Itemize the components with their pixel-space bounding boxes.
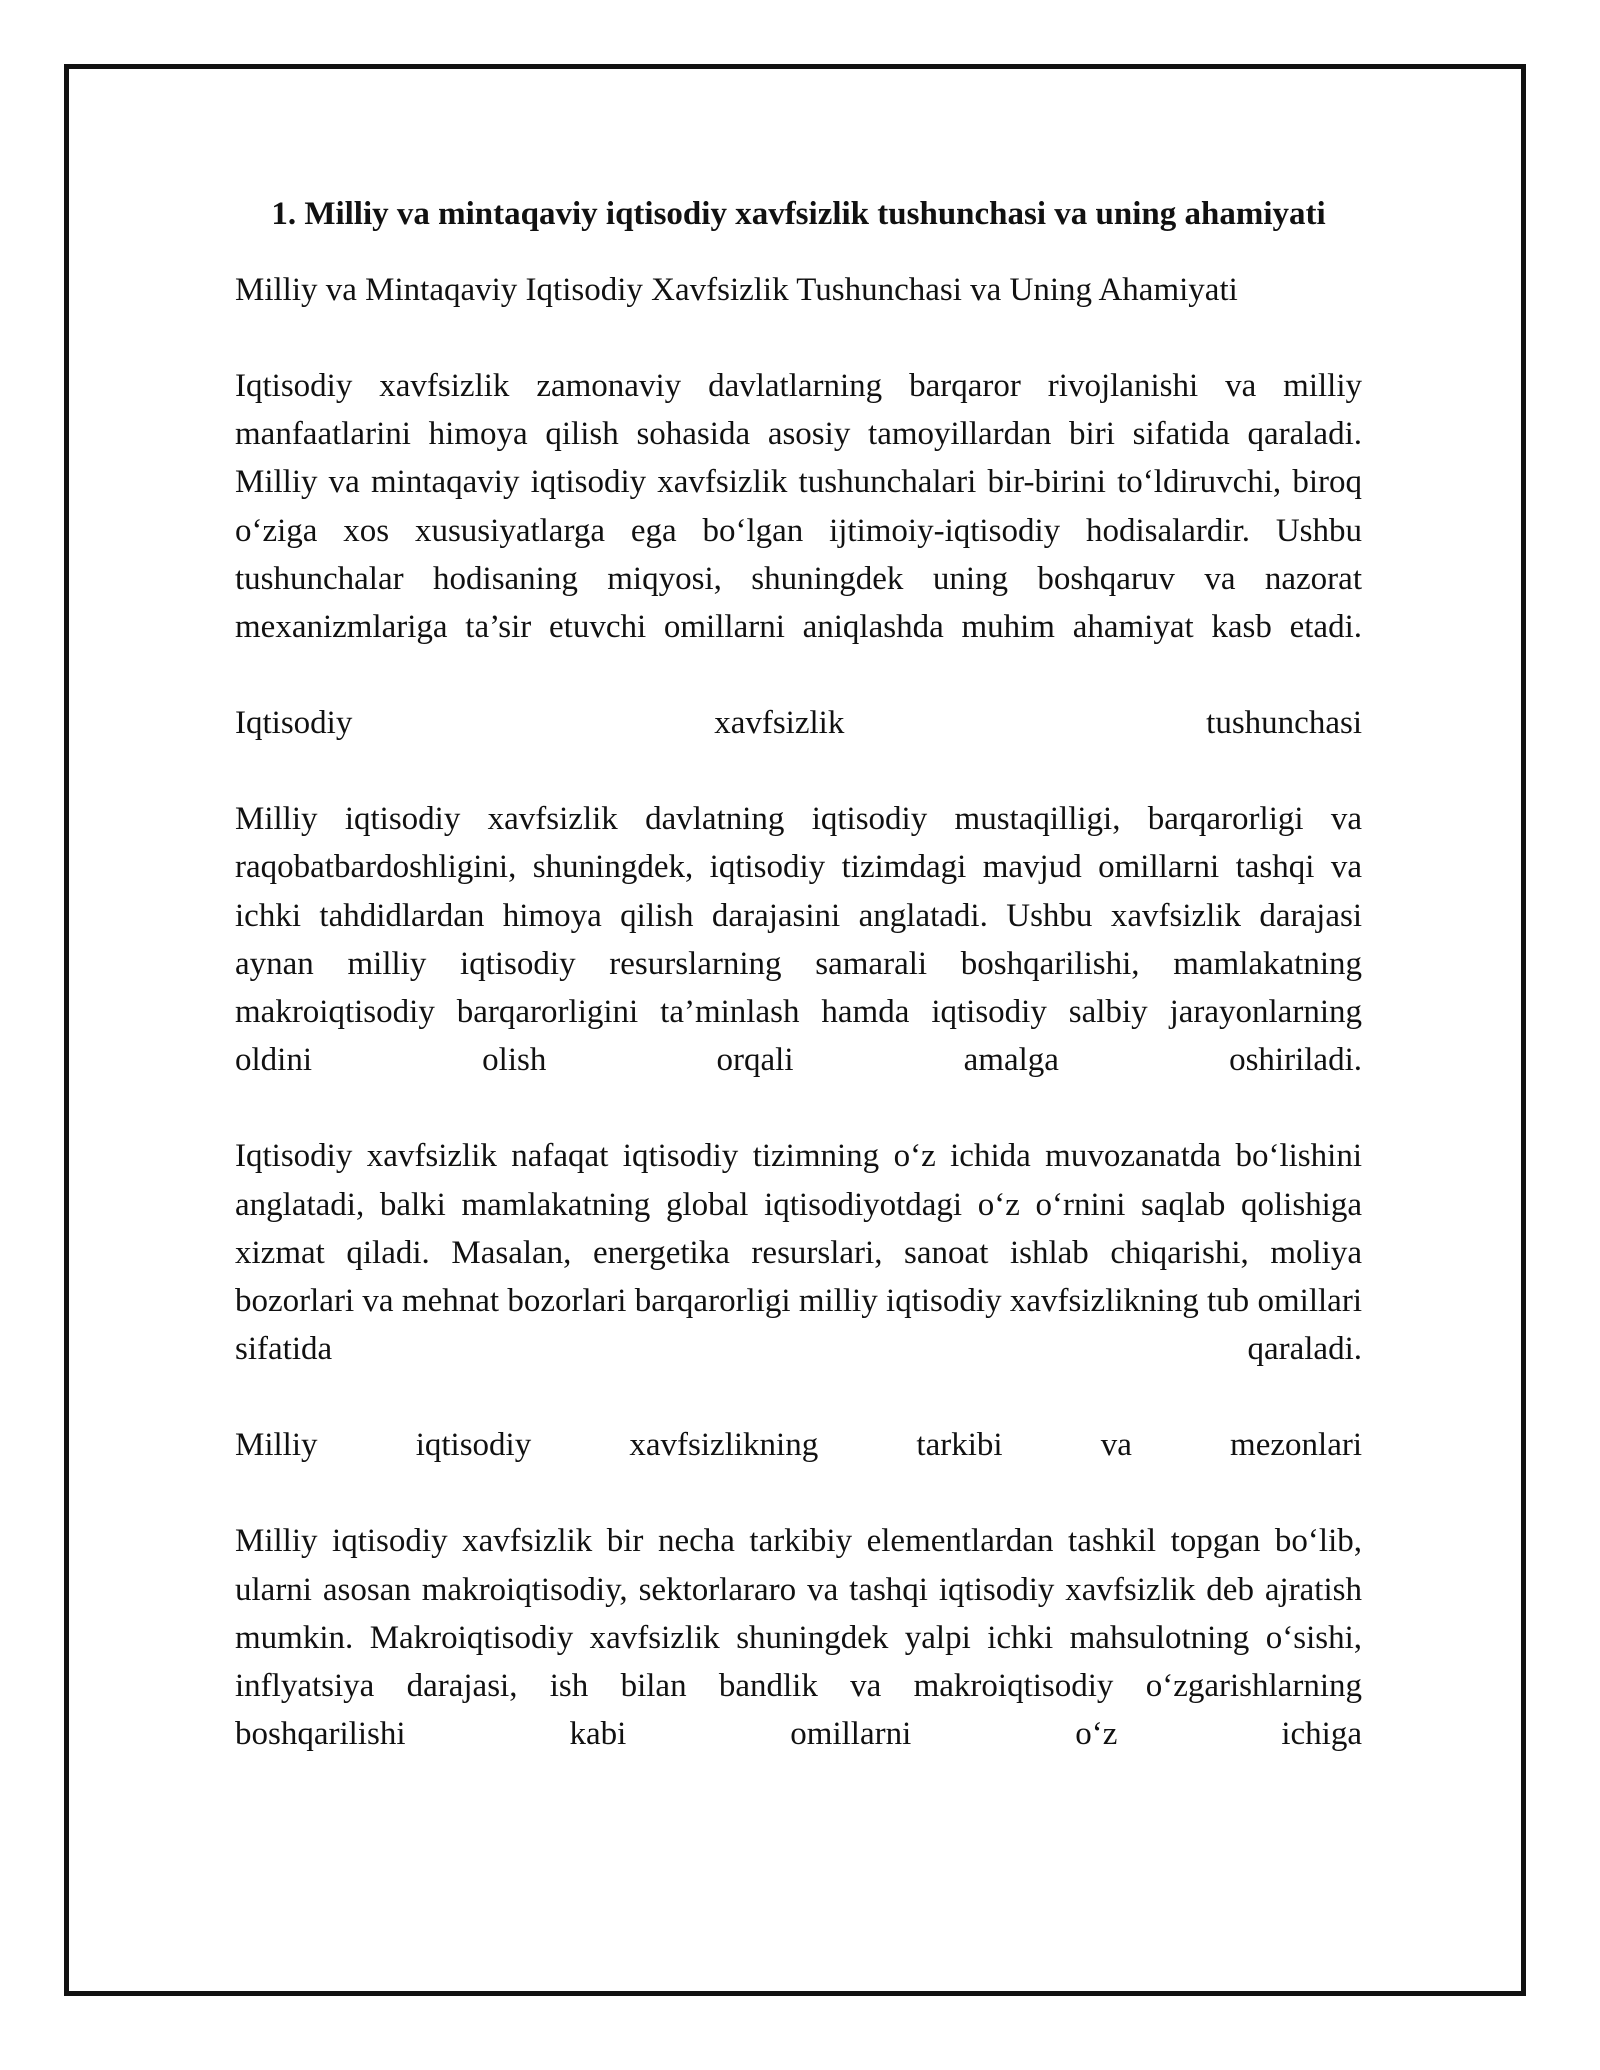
section-heading-concept: Iqtisodiy xavfsizlik tushunchasi: [235, 705, 1362, 742]
section-heading-structure: Milliy iqtisodiy xavfsizlikning tarkibi va mezonlari: [235, 1427, 1362, 1464]
paragraph-intro: Iqtisodiy xavfsizlik zamonaviy davlatlarning barqaror rivojlanishi va milliy manfaatlarini himoya qilish sohasida asosiy tamoyillardan biri sifatida qaraladi. Milliy va mintaqaviy iqtisodiy xavfsizlik tushunchalari bir-birini to‘ldiruvchi, biroq o‘ziga xos xususiyatlarga ega bo‘lgan ijtimoiy-iqtisodiy hodisalardir. Ushbu tushunchalar hodisaning miqyosi, shuningdek uning boshqaruv va nazorat mexanizmlariga ta’sir etuvchi omillarni aniqlashda muhim ahamiyat kasb etadi.: [235, 368, 1362, 646]
paragraph-national-security: Milliy iqtisodiy xavfsizlik davlatning iqtisodiy mustaqilligi, barqarorligi va raqobatbardoshligini, shuningdek, iqtisodiy tizimdagi mavjud omillarni tashqi va ichki tahdidlardan himoya qilish darajasini anglatadi. Ushbu xavfsizlik darajasi aynan milliy iqtisodiy resurslarning samarali boshqarilishi, mamlakatning makroiqtisodiy barqarorligini ta’minlash hamda iqtisodiy salbiy jarayonlarning oldini olish orqali amalga oshiriladi.: [235, 801, 1362, 1079]
document-title: 1. Milliy va mintaqaviy iqtisodiy xavfsizlik tushunchasi va uning ahamiyati: [271, 196, 1326, 232]
document-body: [235, 190, 1362, 1758]
paragraph-balance: Iqtisodiy xavfsizlik nafaqat iqtisodiy tizimning o‘z ichida muvozanatda bo‘lishini anglatadi, balki mamlakatning global iqtisodiyotdagi o‘z o‘rnini saqlab qolishiga xizmat qiladi. Masalan, energetika resurslari, sanoat ishlab chiqarishi, moliya bozorlari va mehnat bozorlari barqarorligi milliy iqtisodiy xavfsizlikning tub omillari sifatida qaraladi.: [235, 1138, 1362, 1368]
paragraph-components: Milliy iqtisodiy xavfsizlik bir necha tarkibiy elementlardan tashkil topgan bo‘lib, ularni asosan makroiqtisodiy, sektorlararo va tashqi iqtisodiy xavfsizlik deb ajratish mumkin. Makroiqtisodiy xavfsizlik shuningdek yalpi ichki mahsulotning o‘sishi, inflyatsiya darajasi, ish bilan bandlik va makroiqtisodiy o‘zgarishlarning boshqarilishi kabi omillarni o‘z ichiga: [235, 1523, 1362, 1753]
document-subtitle: Milliy va Mintaqaviy Iqtisodiy Xavfsizlik Tushunchasi va Uning Ahamiyati: [235, 272, 1238, 308]
